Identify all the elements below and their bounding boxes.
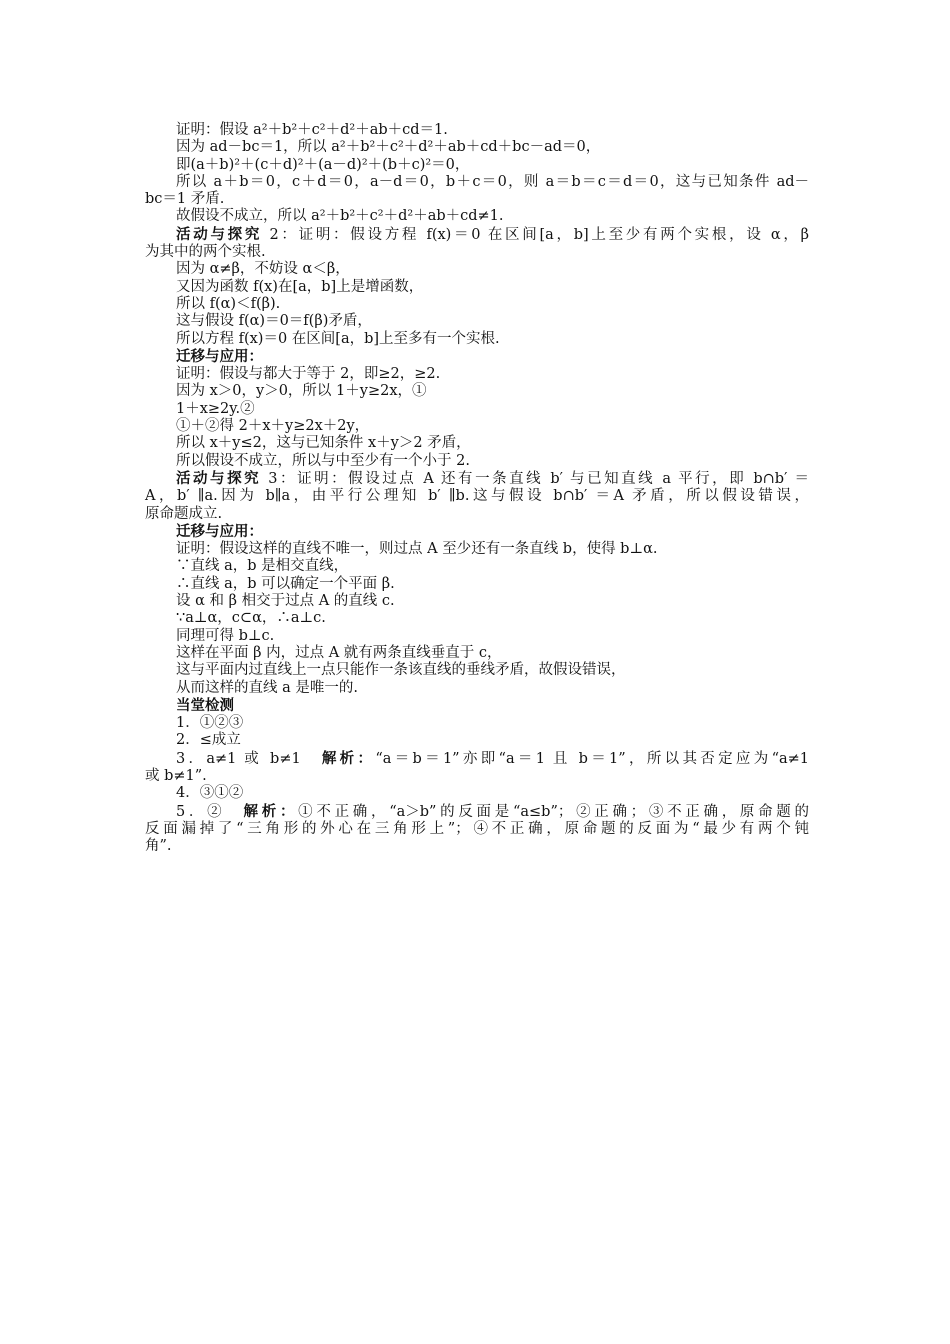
bold-heading: 活动与探究 [176,225,263,243]
line-text: 反面漏掉了“三角形的外心在三角形上”；④不正确，原命题的反面为“最少有两个钝 [145,820,809,837]
text-line [145,785,809,802]
line-text: 所以 x＋y≤2，这与已知条件 x＋y＞2 矛盾， [176,435,471,452]
line-text: 证明：假设 a²＋b²＋c²＋d²＋ab＋cd＝1. [176,122,448,138]
text-line [145,261,809,278]
text-line [145,821,809,838]
line-text: 这样在平面 β 内，过点 A 就有两条直线垂直于 c， [176,644,502,661]
text-line [145,348,809,366]
line-text: ①＋②得 2＋x＋y≥2x＋2y， [176,418,370,435]
text-line [145,470,809,488]
line-text: 即(a＋b)²＋(c＋d)²＋(a－d)²＋(b＋c)²＝0， [176,156,470,173]
line-text: 所以 f(α)＜f(β). [176,295,281,312]
text-line [145,226,809,244]
text-line [145,208,809,225]
document-body [145,122,809,855]
text-line [145,628,809,645]
line-text: 这与假设 f(α)＝0＝f(β)矛盾， [176,313,372,330]
text-line [145,680,809,697]
line-text: 所以假设不成立，所以与中至少有一个小于 2. [176,452,470,469]
line-text: 证明：假设与都大于等于 2，即≥2，≥2. [176,366,441,383]
text-line [145,593,809,610]
text-line [145,558,809,575]
line-text: 3．a≠1 或 b≠1 [176,750,322,767]
text-line [145,523,809,541]
line-text: 1．①②③ [176,715,244,732]
line-text: 证明：假设这样的直线不唯一，则过点 A 至少还有一条直线 b，使得 b⊥α. [176,541,658,558]
bold-heading: 当堂检测 [176,696,234,714]
text-line [145,313,809,330]
line-text: 1＋x≥2y.② [176,400,255,417]
line-text: 4．③①② [176,785,244,802]
line-text: ∴直线 a，b 可以确定一个平面 β. [176,575,395,592]
line-text: ∵a⊥α，c⊂α，∴a⊥c. [176,610,326,627]
bold-heading: 迁移与应用： [176,347,263,365]
line-text: 同理可得 b⊥c. [176,627,275,644]
line-text: 这与平面内过直线上一点只能作一条该直线的垂线矛盾，故假设错误， [176,662,626,679]
line-text: 故假设不成立，所以 a²＋b²＋c²＋d²＋ab＋cd≠1. [176,208,504,225]
line-text: 设 α 和 β 相交于过点 A 的直线 c. [176,593,395,610]
text-line [145,715,809,732]
text-line [145,139,809,156]
line-text: bc＝1 矛盾. [145,191,225,208]
line-text: ①不正确，“a＞b”的反面是“a≤b”；②正确；③不正确，原命题的 [298,803,810,820]
line-text: ∵直线 a，b 是相交直线， [176,558,349,575]
line-text: 2．≤成立 [176,732,241,749]
text-line [145,244,809,261]
text-line [145,838,809,855]
text-line [145,453,809,470]
line-text: 3：证明：假设过点 A 还有一条直线 b′ 与已知直线 a 平行，即 b∩b′ ＝ [261,470,810,487]
text-line [145,576,809,593]
text-line [145,191,809,208]
line-text: 为其中的两个实根. [145,244,266,261]
text-line [145,662,809,679]
text-line [145,732,809,749]
text-line [145,750,809,768]
text-line [145,506,809,523]
text-line [145,610,809,627]
text-line [145,697,809,715]
text-line [145,768,809,785]
line-text: 2：证明：假设方程 f(x)＝0 在区间[a，b]上至少有两个实根，设 α，β [262,226,810,243]
text-line [145,296,809,313]
text-line [145,435,809,452]
bold-heading: 活动与探究 [176,469,262,487]
text-line [145,366,809,383]
text-line [145,541,809,558]
bold-heading: 解析： [321,749,376,767]
text-line [145,645,809,662]
line-text: “a＝b＝1”亦即“a＝1 且 b＝1”，所以其否定应为“a≠1 [375,750,809,767]
text-line [145,383,809,400]
text-line [145,803,809,821]
text-line [145,488,809,505]
bold-heading: 迁移与应用： [176,522,263,540]
line-text: 因为 x＞0，y＞0，所以 1＋y≥2x，① [176,383,427,400]
line-text: 角”. [145,838,172,855]
line-text: 5．② [176,803,244,820]
line-text: 或 b≠1”. [145,767,207,784]
text-line [145,401,809,418]
line-text: 又因为函数 f(x)在[a，b]上是增函数， [176,278,424,295]
text-line [145,122,809,139]
line-text: A，b′ ∥a.因为 b∥a，由平行公理知 b′ ∥b.这与假设 b∩b′ ＝A 矛盾，所以假设错误， [145,488,809,505]
line-text: 所以 a＋b＝0，c＋d＝0，a－d＝0，b＋c＝0，则 a＝b＝c＝d＝0，这与已知条件 ad－ [176,173,809,190]
text-line [145,157,809,174]
text-line [145,418,809,435]
text-line [145,331,809,348]
line-text: 原命题成立. [145,505,223,522]
line-text: 所以方程 f(x)＝0 在区间[a，b]上至多有一个实根. [176,330,500,347]
text-line [145,174,809,191]
text-line [145,279,809,296]
line-text: 因为 α≠β，不妨设 α＜β， [176,261,350,278]
line-text: 从而这样的直线 a 是唯一的. [176,679,358,696]
bold-heading: 解析： [243,802,299,820]
line-text: 因为 ad－bc＝1，所以 a²＋b²＋c²＋d²＋ab＋cd＋bc－ad＝0， [176,139,601,156]
